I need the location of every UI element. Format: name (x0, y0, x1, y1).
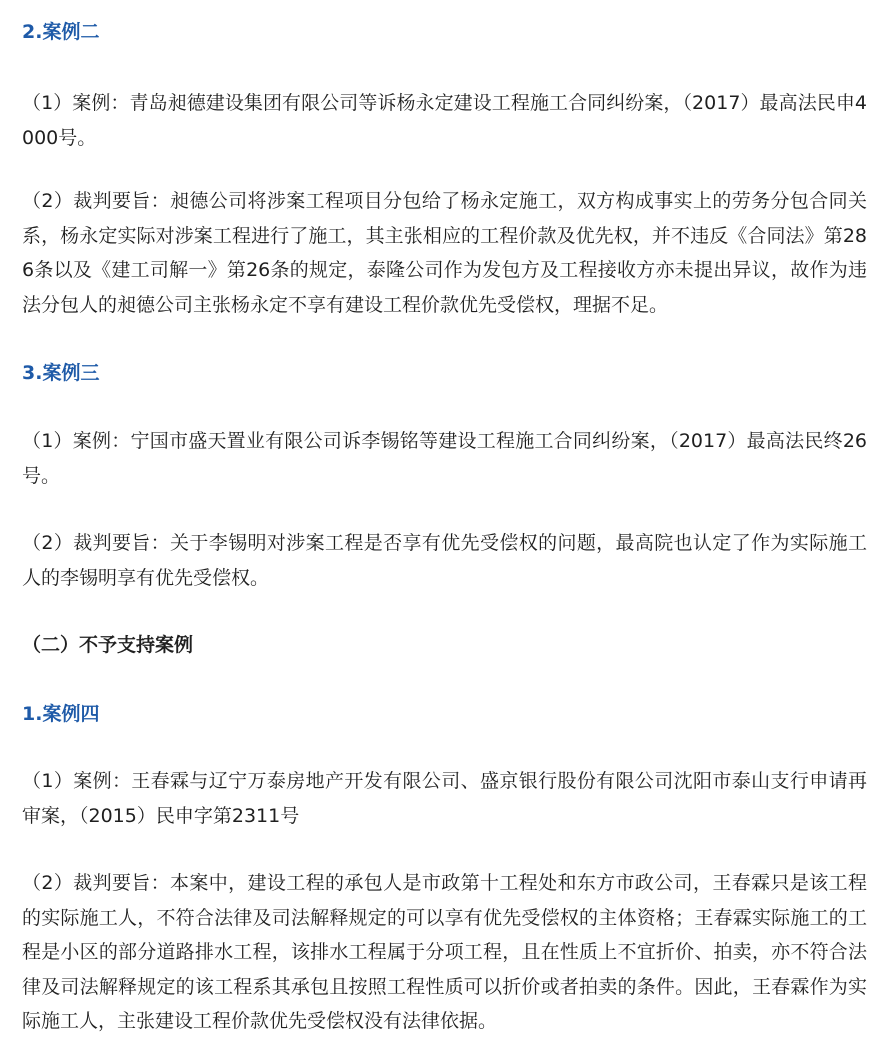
case3-case-paragraph: （1）案例：宁国市盛天置业有限公司诉李锡铭等建设工程施工合同纠纷案，（2017）最高法民终26号。 (22, 430, 867, 487)
case4-heading: 1.案例四 (22, 703, 100, 725)
case4-ruling-paragraph: （2）裁判要旨：本案中，建设工程的承包人是市政第十工程处和东方市政公司，王春霖只是该工程的实际施工人，不符合法律及司法解释规定的可以享有优先受偿权的主体资格；王春霖实际施工的工程是小区的部分道路排水工程，该排水工程属于分项工程，且在性质上不宜折价、拍卖，亦不符合法律及司法解释规定的该工程系其承包且按照工程性质可以折价或者拍卖的条件。因此，王春霖作为实际施工人，主张建设工程价款优先受偿权没有法律依据。 (22, 872, 867, 1032)
case4-case-paragraph: （1）案例：王春霖与辽宁万泰房地产开发有限公司、盛京银行股份有限公司沈阳市泰山支行申请再审案，（2015）民申字第2311号 (22, 770, 867, 827)
case2-case-paragraph: （1）案例：青岛昶德建设集团有限公司等诉杨永定建设工程施工合同纠纷案，（2017）最高法民申4000号。 (22, 92, 867, 149)
case2-heading: 2.案例二 (22, 21, 100, 43)
case3-heading: 3.案例三 (22, 362, 100, 384)
case2-ruling-paragraph: （2）裁判要旨：昶德公司将涉案工程项目分包给了杨永定施工，双方构成事实上的劳务分包合同关系，杨永定实际对涉案工程进行了施工，其主张相应的工程价款及优先权，并不违反《合同法》第286条以及《建工司解一》第26条的规定，泰隆公司作为发包方及工程接收方亦未提出异议，故作为违法分包人的昶德公司主张杨永定不享有建设工程价款优先受偿权，理据不足。 (22, 190, 867, 316)
case3-ruling-paragraph: （2）裁判要旨：关于李锡明对涉案工程是否享有优先受偿权的问题，最高院也认定了作为实际施工人的李锡明享有优先受偿权。 (22, 532, 867, 589)
part2-heading: （二）不予支持案例 (22, 634, 194, 656)
